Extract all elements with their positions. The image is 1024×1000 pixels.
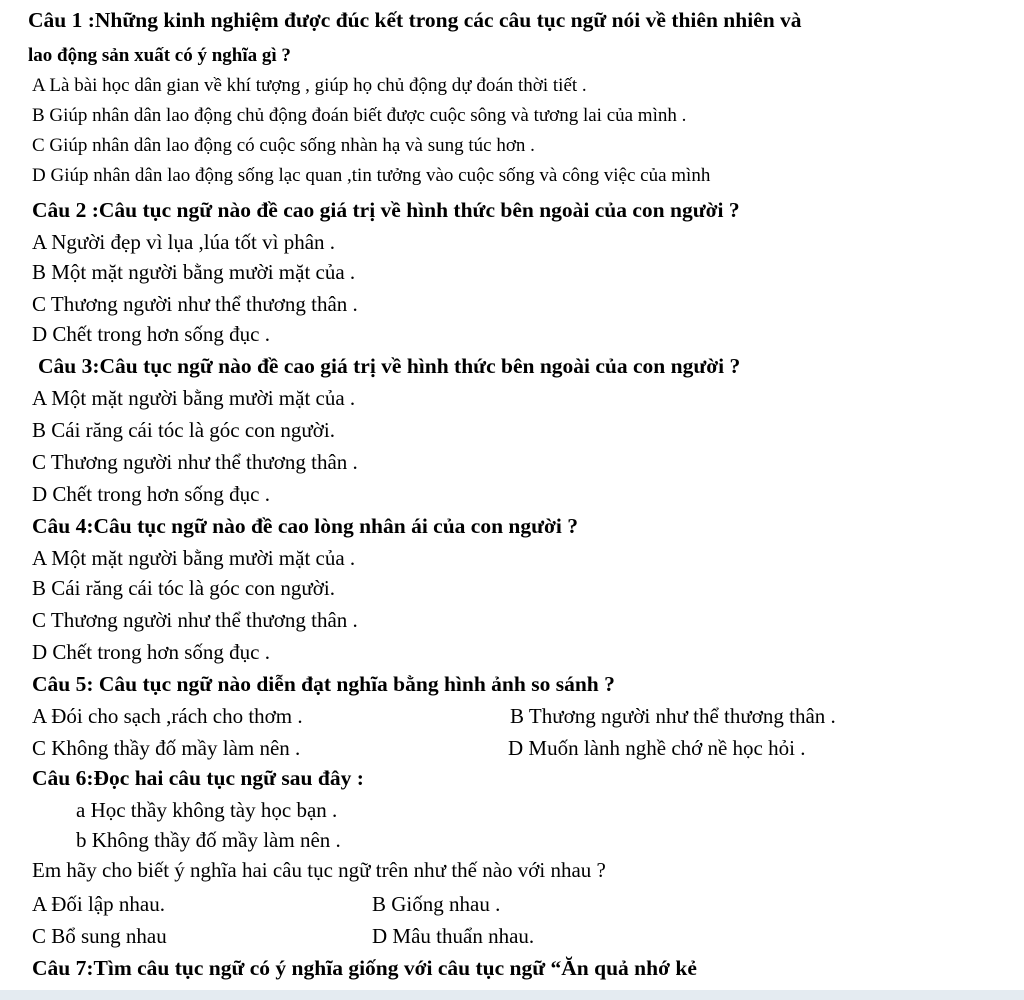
question-4-title: Câu 4:Câu tục ngữ nào đề cao lòng nhân ái của con người ? xyxy=(32,514,579,538)
question-1-title-line-2: lao động sản xuất có ý nghĩa gì ? xyxy=(28,45,291,66)
question-7-title: Câu 7:Tìm câu tục ngữ có ý nghĩa giống với câu tục ngữ “Ăn quả nhớ kẻ xyxy=(32,956,697,980)
question-1-option-d: D Giúp nhân dân lao động sống lạc quan ,tin tưởng vào cuộc sống và công việc của mình xyxy=(32,165,711,186)
question-3-option-a: A Một mặt người bằng mười mặt của . xyxy=(32,386,356,410)
question-2-option-c: C Thương người như thể thương thân . xyxy=(32,292,358,316)
question-4-option-b: B Cái răng cái tóc là góc con người. xyxy=(32,576,335,600)
question-1-option-b: B Giúp nhân dân lao động chủ động đoán biết được cuộc sông và tương lai của mình . xyxy=(32,105,687,126)
question-3-option-b: B Cái răng cái tóc là góc con người. xyxy=(32,418,335,442)
question-6-proverb-a: a Học thầy không tày học bạn . xyxy=(76,798,338,822)
question-5-option-c: C Không thầy đố mầy làm nên . xyxy=(32,736,301,760)
question-6-option-b: B Giống nhau . xyxy=(372,892,501,916)
question-1-title-line-1: Câu 1 :Những kinh nghiệm được đúc kết trong các câu tục ngữ nói về thiên nhiên và xyxy=(28,8,802,32)
question-3-option-d: D Chết trong hơn sống đục . xyxy=(32,482,271,506)
question-5-option-a: A Đói cho sạch ,rách cho thơm . xyxy=(32,704,303,728)
question-5-title: Câu 5: Câu tục ngữ nào diễn đạt nghĩa bằng hình ảnh so sánh ? xyxy=(32,672,615,696)
question-6-option-a: A Đối lập nhau. xyxy=(32,892,165,916)
page-bottom-edge xyxy=(0,990,1024,1000)
question-6-option-c: C Bổ sung nhau xyxy=(32,924,167,948)
question-5-option-d: D Muốn lành nghề chớ nề học hỏi . xyxy=(508,736,806,760)
question-6-proverb-b: b Không thầy đố mầy làm nên . xyxy=(76,828,341,852)
question-5-option-b: B Thương người như thể thương thân . xyxy=(510,704,836,728)
question-3-title: Câu 3:Câu tục ngữ nào đề cao giá trị về hình thức bên ngoài của con người ? xyxy=(38,354,741,378)
question-6-option-d: D Mâu thuẩn nhau. xyxy=(372,924,535,948)
question-4-option-d: D Chết trong hơn sống đục . xyxy=(32,640,271,664)
question-2-title: Câu 2 :Câu tục ngữ nào đề cao giá trị về hình thức bên ngoài của con người ? xyxy=(32,198,740,222)
question-3-option-c: C Thương người như thể thương thân . xyxy=(32,450,358,474)
question-6-title: Câu 6:Đọc hai câu tục ngữ sau đây : xyxy=(32,766,364,790)
question-1-option-a: A Là bài học dân gian về khí tượng , giúp họ chủ động dự đoán thời tiết . xyxy=(32,75,587,96)
question-4-option-a: A Một mặt người bằng mười mặt của . xyxy=(32,546,356,570)
question-2-option-b: B Một mặt người bằng mười mặt của . xyxy=(32,260,356,284)
question-4-option-c: C Thương người như thể thương thân . xyxy=(32,608,358,632)
question-1-option-c: C Giúp nhân dân lao động có cuộc sống nhàn hạ và sung túc hơn . xyxy=(32,135,535,156)
question-2-option-a: A Người đẹp vì lụa ,lúa tốt vì phân . xyxy=(32,230,336,254)
question-2-option-d: D Chết trong hơn sống đục . xyxy=(32,322,271,346)
question-6-prompt: Em hãy cho biết ý nghĩa hai câu tục ngữ trên như thế nào với nhau ? xyxy=(32,858,606,882)
